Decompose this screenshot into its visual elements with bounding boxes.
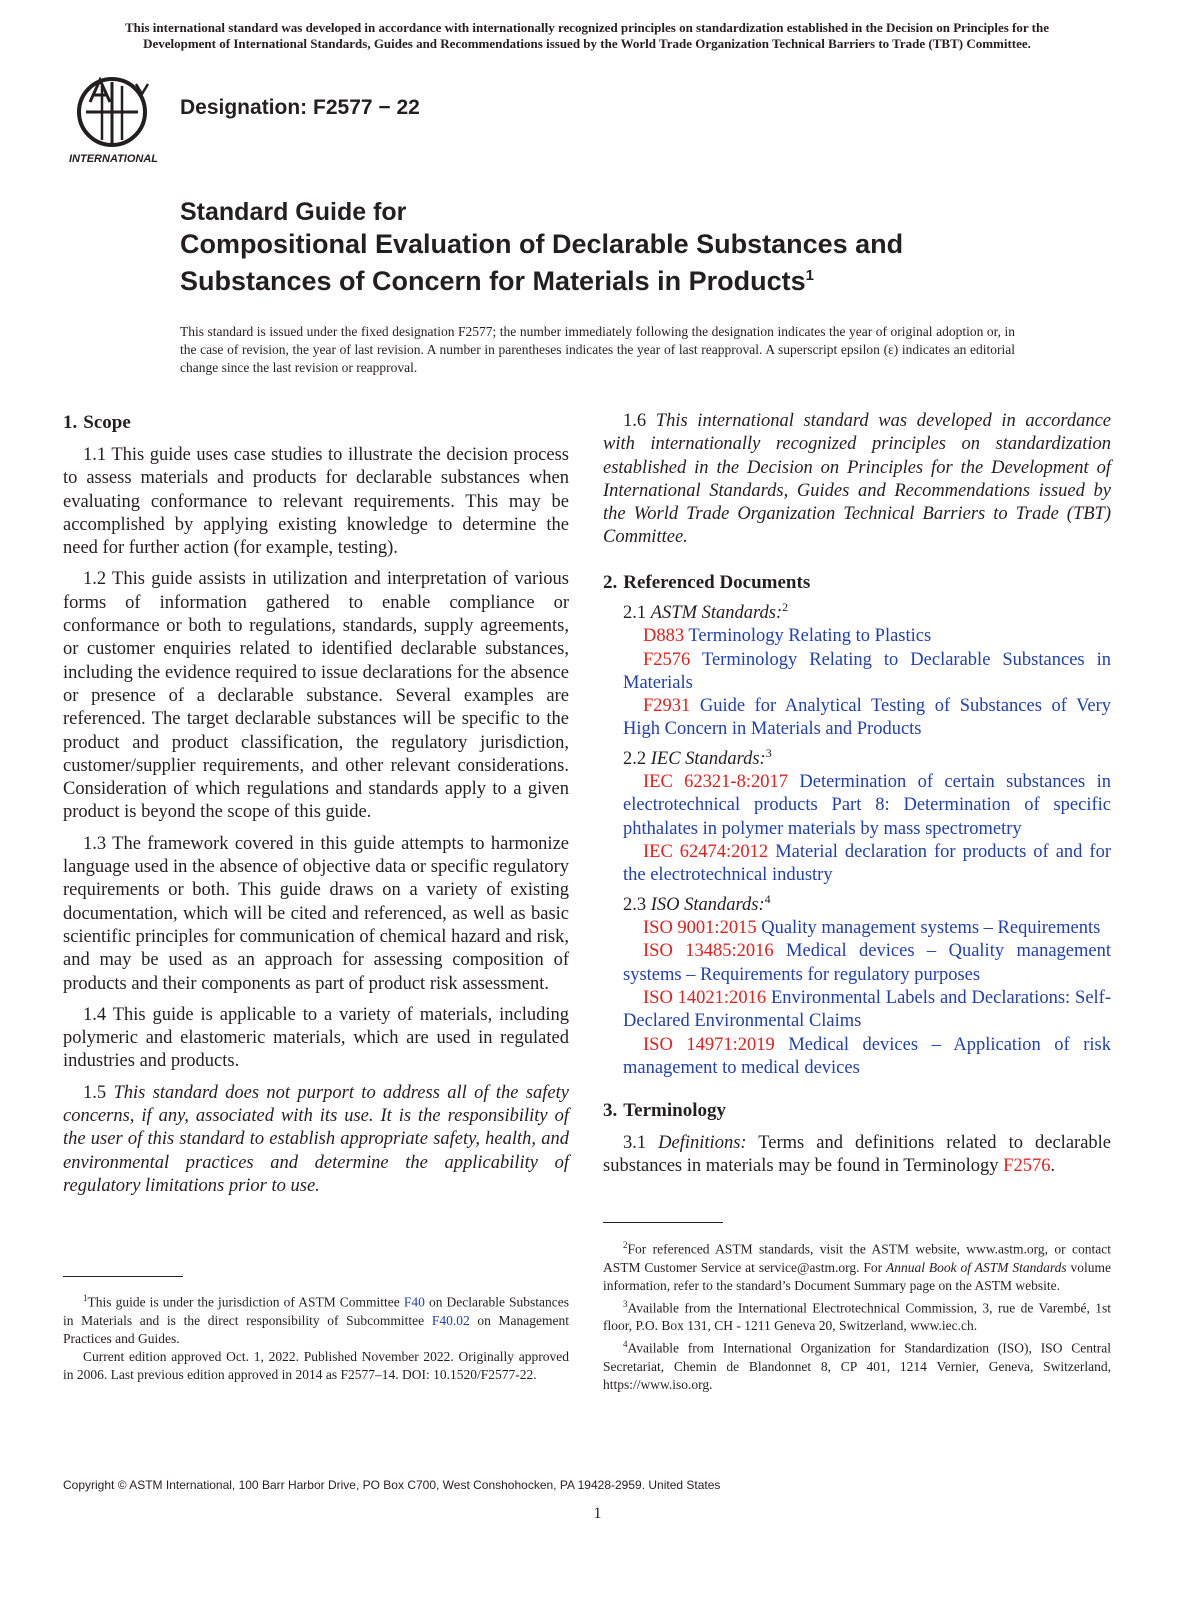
iec-standards-label: 2.2 IEC Standards:$^3$ (623, 745, 772, 769)
footnotes-left (63, 1276, 569, 1384)
astm-logo-icon (66, 72, 166, 167)
title-line-1: Standard Guide for (180, 198, 407, 226)
ref-item[interactable]: ISO 13485:2016 Medical devices – Quality management systems – Requirements for regulatory purposes (623, 941, 1112, 985)
footnote-3: $^3$Available from the International Electrotechnical Commission, 3, rue de Varembé, 1st floor, P.O. Box 131, CH - 1211 Geneva 20, Switzerland, www.iec.ch. (603, 1298, 1111, 1333)
ref-item[interactable]: D883 Terminology Relating to Plastics (643, 626, 932, 647)
iec-ref-list (603, 771, 1111, 887)
ref-item[interactable]: IEC 62474:2012 Material declaration for products of and for the electrotechnical industry (623, 842, 1111, 886)
notice-line-1: This international standard was developed in accordance with internationally recognized principles on standardization established in the Decision on Principles for the (124, 20, 1049, 35)
astm-standards-label: 2.1 ASTM Standards:$^2$ (623, 599, 789, 623)
title-footnote-mark: 1 (805, 267, 814, 284)
para-1-2: 1.2 This guide assists in utilization and interpretation of various forms of information gathered to enable compliance or conformance or both to regulations, standards, supply agreements, or customer enquiries related to identified declarable substances, including the evidence required to issue declarations for the absence or presence of a declarable substance. Several examples are referenced. The target declarable substances will be specific to the product and product classification, the regulatory jurisdiction, customer/supplier requirements, and other relevant considerations. Consideration of which regulations and standards apply to a given product is beyond the scope of this guide. (63, 569, 569, 823)
logo-text: INTERNATIONAL (69, 153, 159, 165)
footnote-divider (603, 1222, 723, 1223)
ref-item[interactable]: ISO 9001:2015 Quality management systems – Requirements (643, 918, 1101, 939)
astm-logo (66, 72, 166, 167)
title-line-2: Compositional Evaluation of Declarable Substances and (180, 229, 904, 259)
top-notice (62, 20, 1112, 52)
document-title (180, 197, 1080, 297)
iso-standards-label: 2.3 ISO Standards:$^4$ (623, 891, 771, 915)
ref-item[interactable]: F2931 Guide for Analytical Testing of Substances of Very High Concern in Materials and Products (623, 696, 1112, 740)
para-1-6: 1.6 This international standard was developed in accordance with internationally recognized principles on standardization established in the Decision on Principles for the Development of International Standards, Guides and Recommendations issued by the World Trade Organization Technical Barriers to Trade (TBT) Committee. (603, 411, 1111, 548)
footnote-2: $^2$For referenced ASTM standards, visit the ASTM website, www.astm.org, or contact ASTM Customer Service at service@astm.org. For Annual Book of ASTM Standards volume information, refer to the standard’s Document Summary page on the ASTM website. (603, 1240, 1112, 1293)
para-3-1: 3.1 Definitions: Terms and definitions related to declarable substances in materials may be found in Terminology F2576. (603, 1133, 1112, 1177)
ref-item[interactable]: ISO 14971:2019 Medical devices – Application of risk management to medical devices (623, 1034, 1112, 1078)
preamble: This standard is issued under the fixed designation F2577; the number immediately following the designation indicates the year of original adoption or, in the case of revision, the year of last revision. A number in parentheses indicates the year of last reapproval. A superscript epsilon (ε) indicates an editorial change since the last revision or reapproval. (180, 324, 1015, 375)
left-column (63, 410, 569, 1198)
title-line-3: Substances of Concern for Materials in Products (180, 266, 806, 296)
referenced-heading: 2. Referenced Documents (603, 571, 811, 593)
para-1-5: 1.5 This standard does not purport to address all of the safety concerns, if any, associated with its use. It is the responsibility of the user of this standard to establish appropriate safety, health, and environmental practices and determine the applicability of regulatory limitations prior to use. (63, 1082, 569, 1196)
footnote-4: $^4$Available from International Organization for Standardization (ISO), ISO Central Secretariat, Chemin de Blandonnet 8, CP 401, 1214 Vernier, Geneva, Switzerland, https://www.iso.org. (603, 1339, 1111, 1392)
f2576-link[interactable]: F2576 (1003, 1156, 1051, 1177)
copyright-notice: Copyright © ASTM International, 100 Barr Harbor Drive, PO Box C700, West Conshohocken, PA 19428-2959. United States (63, 1478, 721, 1492)
footnote-1: $^1$This guide is under the jurisdiction of ASTM Committee F40 on Declarable Substances in Materials and is the direct responsibility of Subcommittee F40.02 on Management Practices and Guides. (63, 1293, 570, 1346)
f40-link[interactable]: F40 (403, 1294, 425, 1310)
scope-heading: 1. Scope (63, 412, 131, 433)
right-column (603, 410, 1111, 1179)
para-1-4: 1.4 This guide is applicable to a variety of materials, including polymeric and elastomeric materials, which are used in regulated industries and products. (63, 1004, 569, 1072)
designation: Designation: F2577 − 22 (180, 96, 420, 119)
ref-item[interactable]: ISO 14021:2016 Environmental Labels and Declarations: Self-Declared Environmental Claims (623, 988, 1111, 1032)
footnote-1-edition: Current edition approved Oct. 1, 2022. Published November 2022. Originally approved in 2006. Last previous edition approved in 2014 as F2577–14. DOI: 10.1520/F2577-22. (63, 1348, 569, 1382)
f40-02-link[interactable]: F40.02 (431, 1312, 470, 1328)
ref-item[interactable]: IEC 62321-8:2017 Determination of certain substances in electrotechnical products Part 8: Determination of specific phthalates in polymer materials by mass spectrometry (623, 772, 1111, 839)
iso-ref-list (603, 917, 1111, 1080)
page-number: 1 (593, 1505, 602, 1522)
astm-ref-list (603, 625, 1111, 741)
terminology-heading: 3. Terminology (603, 1100, 726, 1122)
para-1-1: 1.1 This guide uses case studies to illustrate the decision process to assess materials and products for declarable substances when evaluating conformance to relevant requirements. This may be accomplished by applying existing knowledge to determine the need for further action (for example, testing). (63, 445, 569, 559)
para-1-3: 1.3 The framework covered in this guide attempts to harmonize language used in the absence of objective data or specific regulatory requirements or both. This guide draws on a variety of existing documentation, which will be cited and referenced, as well as basic scientific principles for communication of chemical hazard and risk, and may be used as an approach for assessing composition of products and their components as part of product risk assessment. (63, 833, 569, 994)
footnotes-right (603, 1222, 1111, 1394)
footnote-divider (63, 1276, 183, 1277)
notice-line-2: Development of International Standards, Guides and Recommendations issued by the World Trade Organization Technical Barriers to Trade (TBT) Committee. (143, 36, 1031, 51)
ref-item[interactable]: F2576 Terminology Relating to Declarable Substances in Materials (623, 649, 1111, 693)
